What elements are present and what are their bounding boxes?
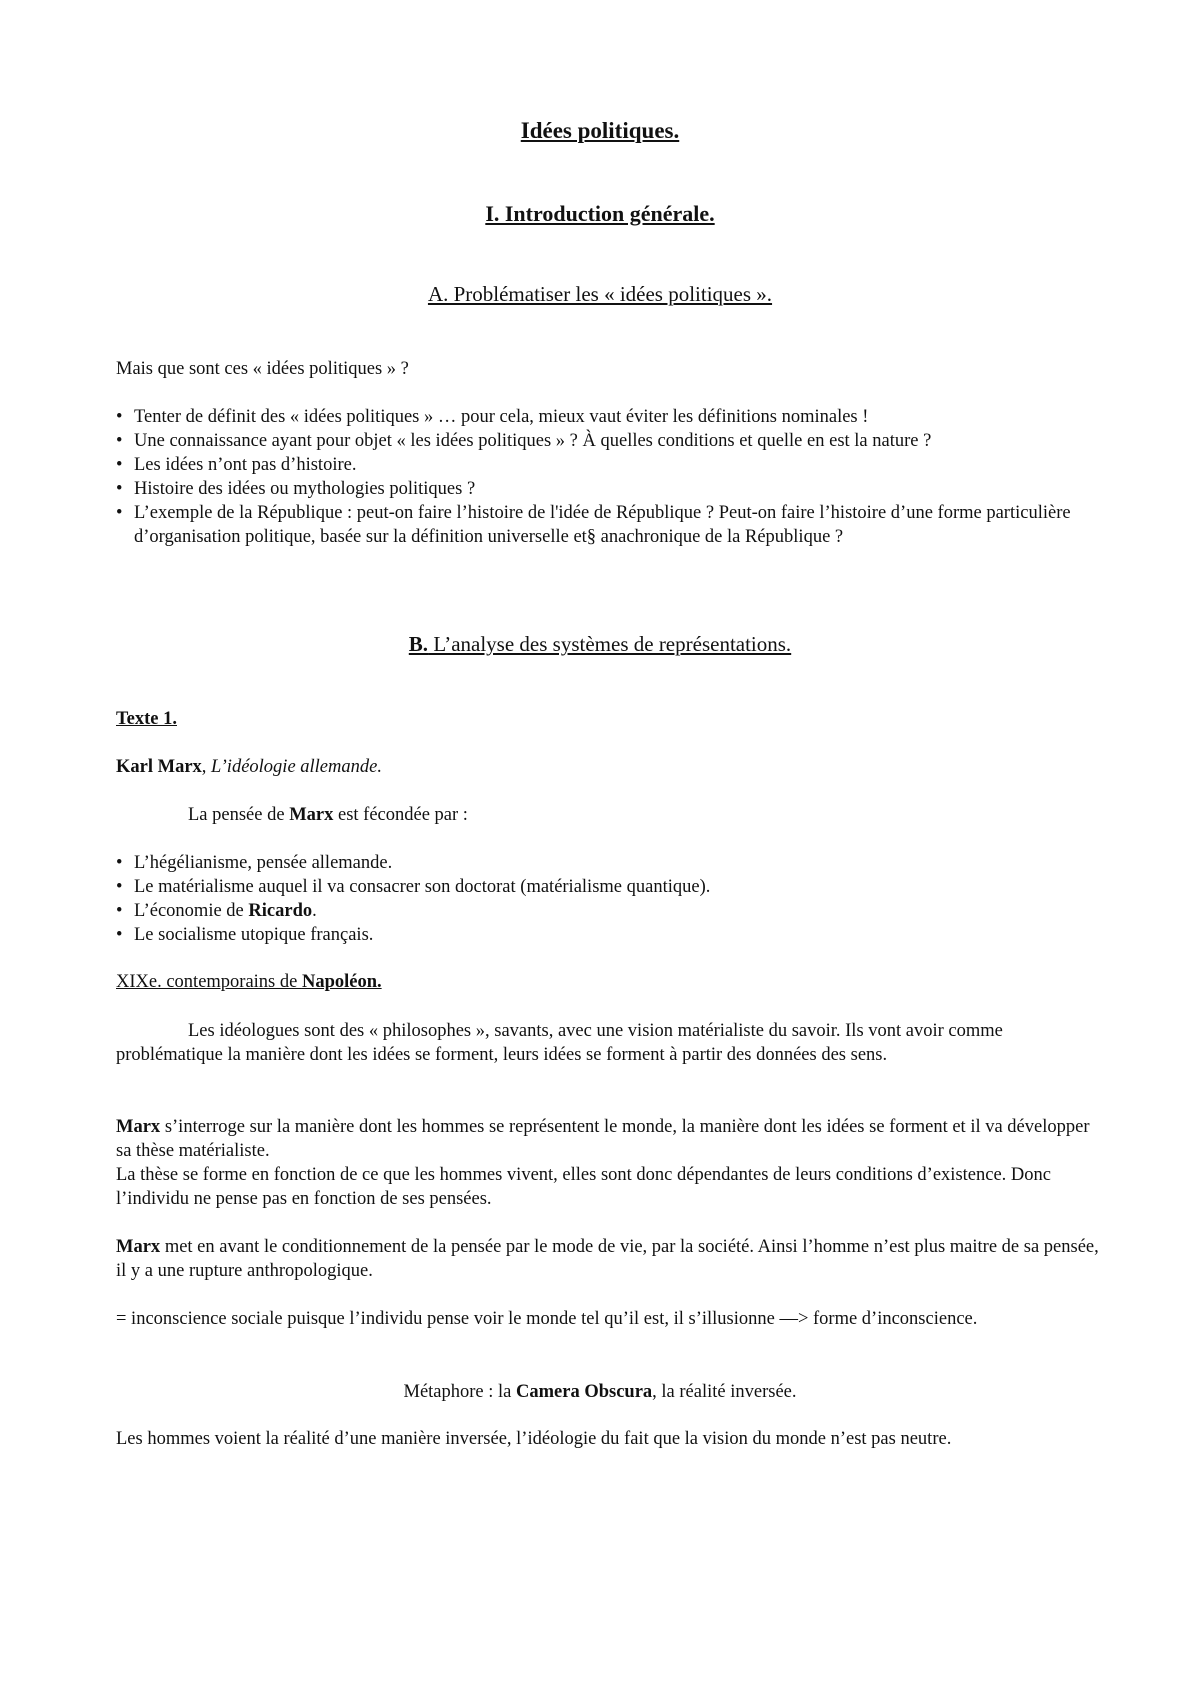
ricardo-name: Ricardo [248,901,313,921]
question-line: Mais que sont ces « idées politiques » ? [116,359,409,379]
list-item: • L’exemple de la République : peut-on faire l’histoire de l'idée de République ? Peut-on faire l’histoire d’une forme particulière d’organisation politique, basée sur la définition universelle et§ anachronique de la République ? [116,501,1096,549]
document-title: Idées politiques. [520,118,680,143]
xix-prefix: XIXe. contemporains de [116,972,302,992]
conclusion-paragraph: Les hommes voient la réalité d’une manière inversée, l’idéologie du fait que la vision du monde n’est pas neutre. [116,1429,952,1449]
metaphore-prefix: Métaphore : la [403,1382,516,1402]
subsection-b-title: L’analyse des systèmes de représentations. [428,632,792,656]
list-item: • Tenter de définit des « idées politiques » … pour cela, mieux vaut éviter les définitions nominales ! [116,405,1096,429]
list-item: • Histoire des idées ou mythologies politiques ? [116,477,1096,501]
list-item: • Les idées n’ont pas d’histoire. [116,453,1096,477]
influence-suffix: est fécondée par : [333,805,468,825]
metaphore-line [0,1380,1200,1404]
list-item-ricardo [116,899,1096,923]
inconscience-paragraph: = inconscience sociale puisque l’individu pense voir le monde tel qu’il est, il s’illusionne —> forme d’inconscience. [116,1309,978,1329]
ideologues-paragraph: Les idéologues sont des « philosophes », savants, avec une vision matérialiste du savoir. Ils vont avoir comme problématique la manière dont les idées se forment, leurs idées se forment à partir des données des sens. [116,1021,1003,1065]
xix-heading [116,970,382,994]
xix-name: Napoléon. [301,972,382,992]
work-title: L’idéologie allemande. [211,757,382,777]
bullet-list-a [116,405,1096,549]
ricardo-prefix: L’économie de [134,901,249,921]
subsection-b-letter: B. [408,632,429,656]
marx-paragraph-2 [116,1235,1106,1283]
marx-paragraph-2-text: met en avant le conditionnement de la pensée par le mode de vie, par la société. Ainsi l’homme n’est plus maitre de sa pensée, il y a une rupture anthropologique. [116,1237,1099,1281]
ricardo-suffix: . [312,901,317,921]
texte-label: Texte 1. [116,709,177,729]
list-item: • Le socialisme utopique français. [116,923,1096,947]
marx-paragraph-1 [116,1115,1106,1163]
author-name: Karl Marx [116,757,202,777]
list-item: • Le matérialisme auquel il va consacrer son doctorat (matérialisme quantique). [116,875,1096,899]
bullet-list-b [116,851,1096,947]
subsection-b-heading [0,632,1200,657]
metaphore-suffix: , la réalité inversée. [652,1382,797,1402]
marx-name: Marx [116,1237,161,1257]
marx-name: Marx [116,1117,161,1137]
metaphore-name: Camera Obscura [516,1382,653,1402]
subsection-a-heading: A. Problématiser les « idées politiques ». [427,282,773,306]
author-separator: , [201,757,212,777]
list-item: • Une connaissance ayant pour objet « les idées politiques » ? À quelles conditions et quelle en est la nature ? [116,429,1096,453]
influence-prefix: La pensée de [188,805,290,825]
author-line [116,755,382,779]
influence-name: Marx [289,805,334,825]
these-paragraph: La thèse se forme en fonction de ce que les hommes vivent, elles sont donc dépendantes de leurs conditions d’existence. Donc l’individu ne pense pas en fonction de ses pensées. [116,1165,1051,1209]
influence-line [188,803,468,827]
section-heading: I. Introduction générale. [485,201,715,226]
marx-paragraph-1-text: s’interroge sur la manière dont les hommes se représentent le monde, la manière dont les idées se forment et il va développer sa thèse matérialiste. [116,1117,1090,1161]
list-item: • L’hégélianisme, pensée allemande. [116,851,1096,875]
